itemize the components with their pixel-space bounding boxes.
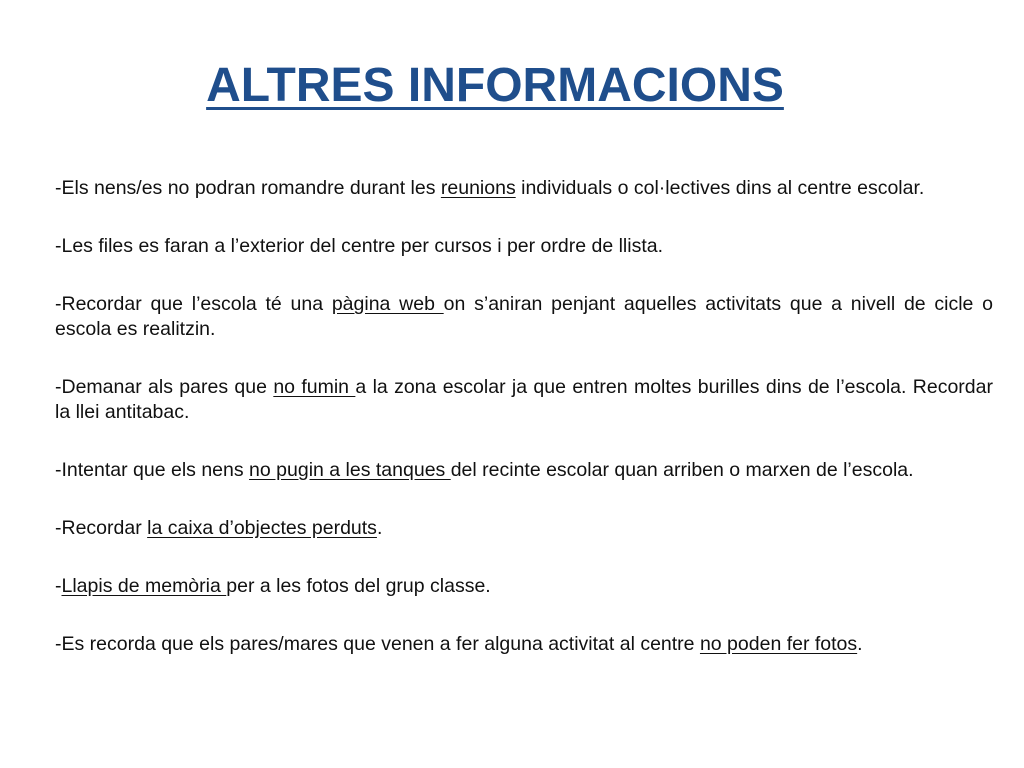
paragraph-text: individuals o col·lectives dins al centre escolar. [515, 177, 925, 199]
paragraph-pagina-web [55, 292, 993, 342]
slide-body [55, 176, 993, 690]
paragraph-files [55, 234, 993, 259]
underlined-text: reunions [440, 177, 516, 199]
paragraph-text: per a les fotos del grup classe. [226, 575, 491, 597]
paragraph-text: -Recordar [55, 517, 148, 539]
underlined-text: no poden fer fotos [699, 633, 858, 655]
paragraph-text: a la zona escolar ja que entren moltes burilles dins de l’escola. Recordar la llei antitabac. [55, 376, 993, 423]
paragraph-no-fumin [55, 375, 993, 425]
underlined-text: no pugin a les tanques [249, 459, 451, 481]
paragraph-no-fotos [55, 632, 993, 657]
paragraph-objectes-perduts [55, 516, 993, 541]
paragraph-text: -Recordar que l’escola té una [55, 293, 332, 315]
paragraph-text: -Els nens/es no podran romandre durant les [55, 177, 441, 199]
paragraph-text: -Es recorda que els pares/mares que venen a fer alguna activitat al centre [55, 633, 700, 655]
underlined-text: la caixa d’objectes perduts [147, 517, 377, 539]
paragraph-text: -Intentar que els nens [55, 459, 250, 481]
paragraph-text: . [857, 633, 863, 655]
paragraph-text: on s’aniran penjant aquelles activitats que a nivell de cicle o escola es realitzin. [55, 293, 993, 340]
underlined-text: no fumin [273, 376, 356, 398]
paragraph-text: . [376, 517, 383, 539]
paragraph-llapis-memoria [55, 574, 993, 599]
paragraph-tanques [55, 458, 993, 483]
underlined-text: pàgina web [331, 293, 444, 315]
paragraph-text: -Demanar als pares que [55, 376, 274, 398]
underlined-text: Llapis de memòria [61, 575, 227, 597]
paragraph-text: del recinte escolar quan arriben o marxen de l’escola. [450, 459, 914, 481]
paragraph-reunions [55, 176, 993, 201]
paragraph-text: -Les files es faran a l’exterior del centre per cursos i per ordre de llista. [55, 235, 664, 257]
paragraph-text: - [55, 575, 62, 597]
slide-title: ALTRES INFORMACIONS [206, 59, 784, 112]
